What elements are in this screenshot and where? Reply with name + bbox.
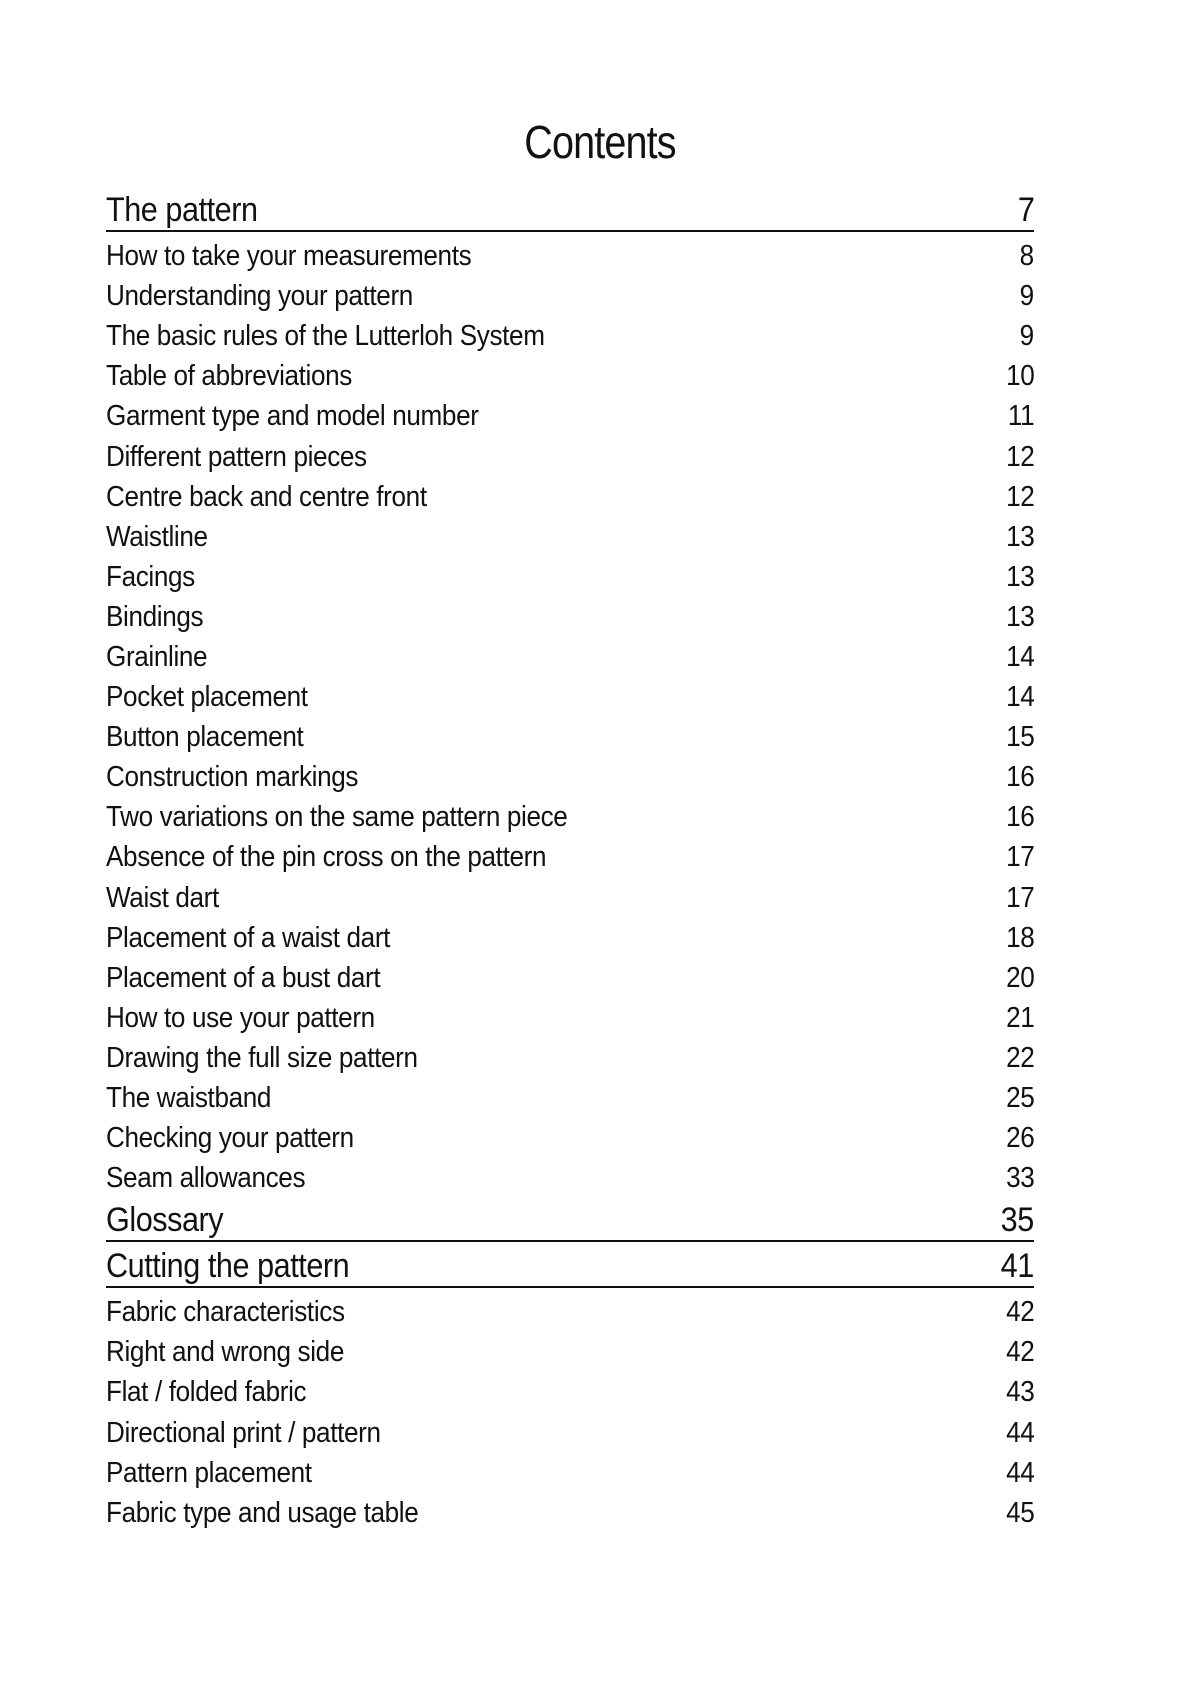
entry-page-number: 17 <box>1005 881 1034 914</box>
toc-entry[interactable] <box>106 878 1034 918</box>
table-of-contents <box>106 188 1034 1533</box>
entry-title: Directional print / pattern <box>106 1416 381 1449</box>
toc-entry[interactable] <box>106 477 1034 517</box>
entry-page-number: 10 <box>1005 360 1034 393</box>
entry-title: Garment type and model number <box>106 400 479 433</box>
entry-title: Right and wrong side <box>106 1336 345 1369</box>
toc-entry[interactable] <box>106 436 1034 476</box>
entry-title: Facings <box>106 560 195 593</box>
entry-page-number: 9 <box>1019 320 1034 353</box>
entry-page-number: 14 <box>1005 640 1034 673</box>
entry-page-number: 8 <box>1019 240 1034 273</box>
entry-page-number: 11 <box>1007 400 1034 433</box>
toc-entry[interactable] <box>106 1118 1034 1158</box>
entry-page-number: 13 <box>1005 520 1034 553</box>
entry-title: The waistband <box>106 1082 272 1115</box>
entry-title: Table of abbreviations <box>106 360 352 393</box>
section-heading[interactable] <box>106 1244 1034 1288</box>
toc-entry[interactable] <box>106 1372 1034 1412</box>
page-title: Contents <box>524 116 676 168</box>
section-title: Glossary <box>106 1201 224 1240</box>
section-title: The pattern <box>106 191 258 229</box>
toc-entry[interactable] <box>106 236 1034 276</box>
toc-entry[interactable] <box>106 597 1034 637</box>
toc-entry[interactable] <box>106 1453 1034 1493</box>
entry-page-number: 45 <box>1005 1496 1034 1529</box>
toc-section-cutting-the-pattern <box>106 1244 1034 1533</box>
entry-title: Placement of a waist dart <box>106 921 391 954</box>
section-entries <box>106 236 1034 1198</box>
section-entries <box>106 1292 1034 1533</box>
entry-title: Centre back and centre front <box>106 480 427 513</box>
entry-page-number: 15 <box>1005 721 1034 754</box>
entry-title: Fabric type and usage table <box>106 1496 419 1529</box>
toc-entry[interactable] <box>106 1413 1034 1453</box>
toc-entry[interactable] <box>106 837 1034 877</box>
toc-entry[interactable] <box>106 1158 1034 1198</box>
toc-entry[interactable] <box>106 1292 1034 1332</box>
entry-title: The basic rules of the Lutterloh System <box>106 320 545 353</box>
toc-entry[interactable] <box>106 1493 1034 1533</box>
toc-entry[interactable] <box>106 1038 1034 1078</box>
section-page-number: 7 <box>1017 191 1034 229</box>
toc-entry[interactable] <box>106 1078 1034 1118</box>
toc-entry[interactable] <box>106 677 1034 717</box>
toc-entry[interactable] <box>106 557 1034 597</box>
entry-page-number: 16 <box>1005 801 1034 834</box>
entry-title: Grainline <box>106 640 208 673</box>
entry-title: Absence of the pin cross on the pattern <box>106 841 547 874</box>
entry-page-number: 14 <box>1005 681 1034 714</box>
entry-title: Different pattern pieces <box>106 440 367 473</box>
toc-section-glossary <box>106 1198 1034 1242</box>
toc-entry[interactable] <box>106 637 1034 677</box>
section-page-number: 41 <box>1000 1247 1034 1286</box>
toc-entry[interactable] <box>106 958 1034 998</box>
entry-title: Checking your pattern <box>106 1122 354 1155</box>
entry-title: Pattern placement <box>106 1456 312 1489</box>
entry-page-number: 17 <box>1005 841 1034 874</box>
entry-title: Pocket placement <box>106 681 308 714</box>
section-title: Cutting the pattern <box>106 1247 350 1286</box>
section-heading[interactable] <box>106 1198 1034 1242</box>
entry-page-number: 21 <box>1005 1001 1034 1034</box>
entry-title: How to use your pattern <box>106 1001 375 1034</box>
toc-entry[interactable] <box>106 316 1034 356</box>
toc-entry[interactable] <box>106 918 1034 958</box>
toc-entry[interactable] <box>106 1332 1034 1372</box>
entry-title: Drawing the full size pattern <box>106 1041 418 1074</box>
toc-entry[interactable] <box>106 517 1034 557</box>
entry-page-number: 42 <box>1005 1336 1034 1369</box>
entry-title: Waistline <box>106 520 208 553</box>
toc-entry[interactable] <box>106 717 1034 757</box>
entry-page-number: 22 <box>1005 1041 1034 1074</box>
entry-title: Button placement <box>106 721 304 754</box>
toc-entry[interactable] <box>106 396 1034 436</box>
entry-title: Waist dart <box>106 881 219 914</box>
entry-page-number: 20 <box>1005 961 1034 994</box>
toc-section-the-pattern <box>106 188 1034 1198</box>
entry-title: Fabric characteristics <box>106 1296 345 1329</box>
entry-page-number: 13 <box>1005 560 1034 593</box>
entry-page-number: 25 <box>1005 1082 1034 1115</box>
entry-title: Seam allowances <box>106 1162 306 1195</box>
entry-page-number: 12 <box>1005 480 1034 513</box>
entry-page-number: 16 <box>1005 761 1034 794</box>
toc-entry[interactable] <box>106 757 1034 797</box>
entry-page-number: 33 <box>1005 1162 1034 1195</box>
entry-page-number: 9 <box>1019 280 1034 313</box>
section-heading[interactable] <box>106 188 1034 232</box>
entry-title: Construction markings <box>106 761 359 794</box>
entry-page-number: 44 <box>1005 1416 1034 1449</box>
toc-entry[interactable] <box>106 797 1034 837</box>
entry-page-number: 12 <box>1005 440 1034 473</box>
entry-title: Understanding your pattern <box>106 280 413 313</box>
entry-page-number: 18 <box>1005 921 1034 954</box>
entry-title: How to take your measurements <box>106 240 472 273</box>
entry-title: Two variations on the same pattern piece <box>106 801 568 834</box>
toc-entry[interactable] <box>106 276 1034 316</box>
toc-entry[interactable] <box>106 998 1034 1038</box>
entry-page-number: 26 <box>1005 1122 1034 1155</box>
entry-page-number: 44 <box>1005 1456 1034 1489</box>
entry-title: Flat / folded fabric <box>106 1376 307 1409</box>
section-page-number: 35 <box>1000 1201 1034 1240</box>
entry-page-number: 43 <box>1005 1376 1034 1409</box>
entry-title: Placement of a bust dart <box>106 961 381 994</box>
entry-page-number: 42 <box>1005 1296 1034 1329</box>
entry-title: Bindings <box>106 600 204 633</box>
toc-entry[interactable] <box>106 356 1034 396</box>
entry-page-number: 13 <box>1005 600 1034 633</box>
